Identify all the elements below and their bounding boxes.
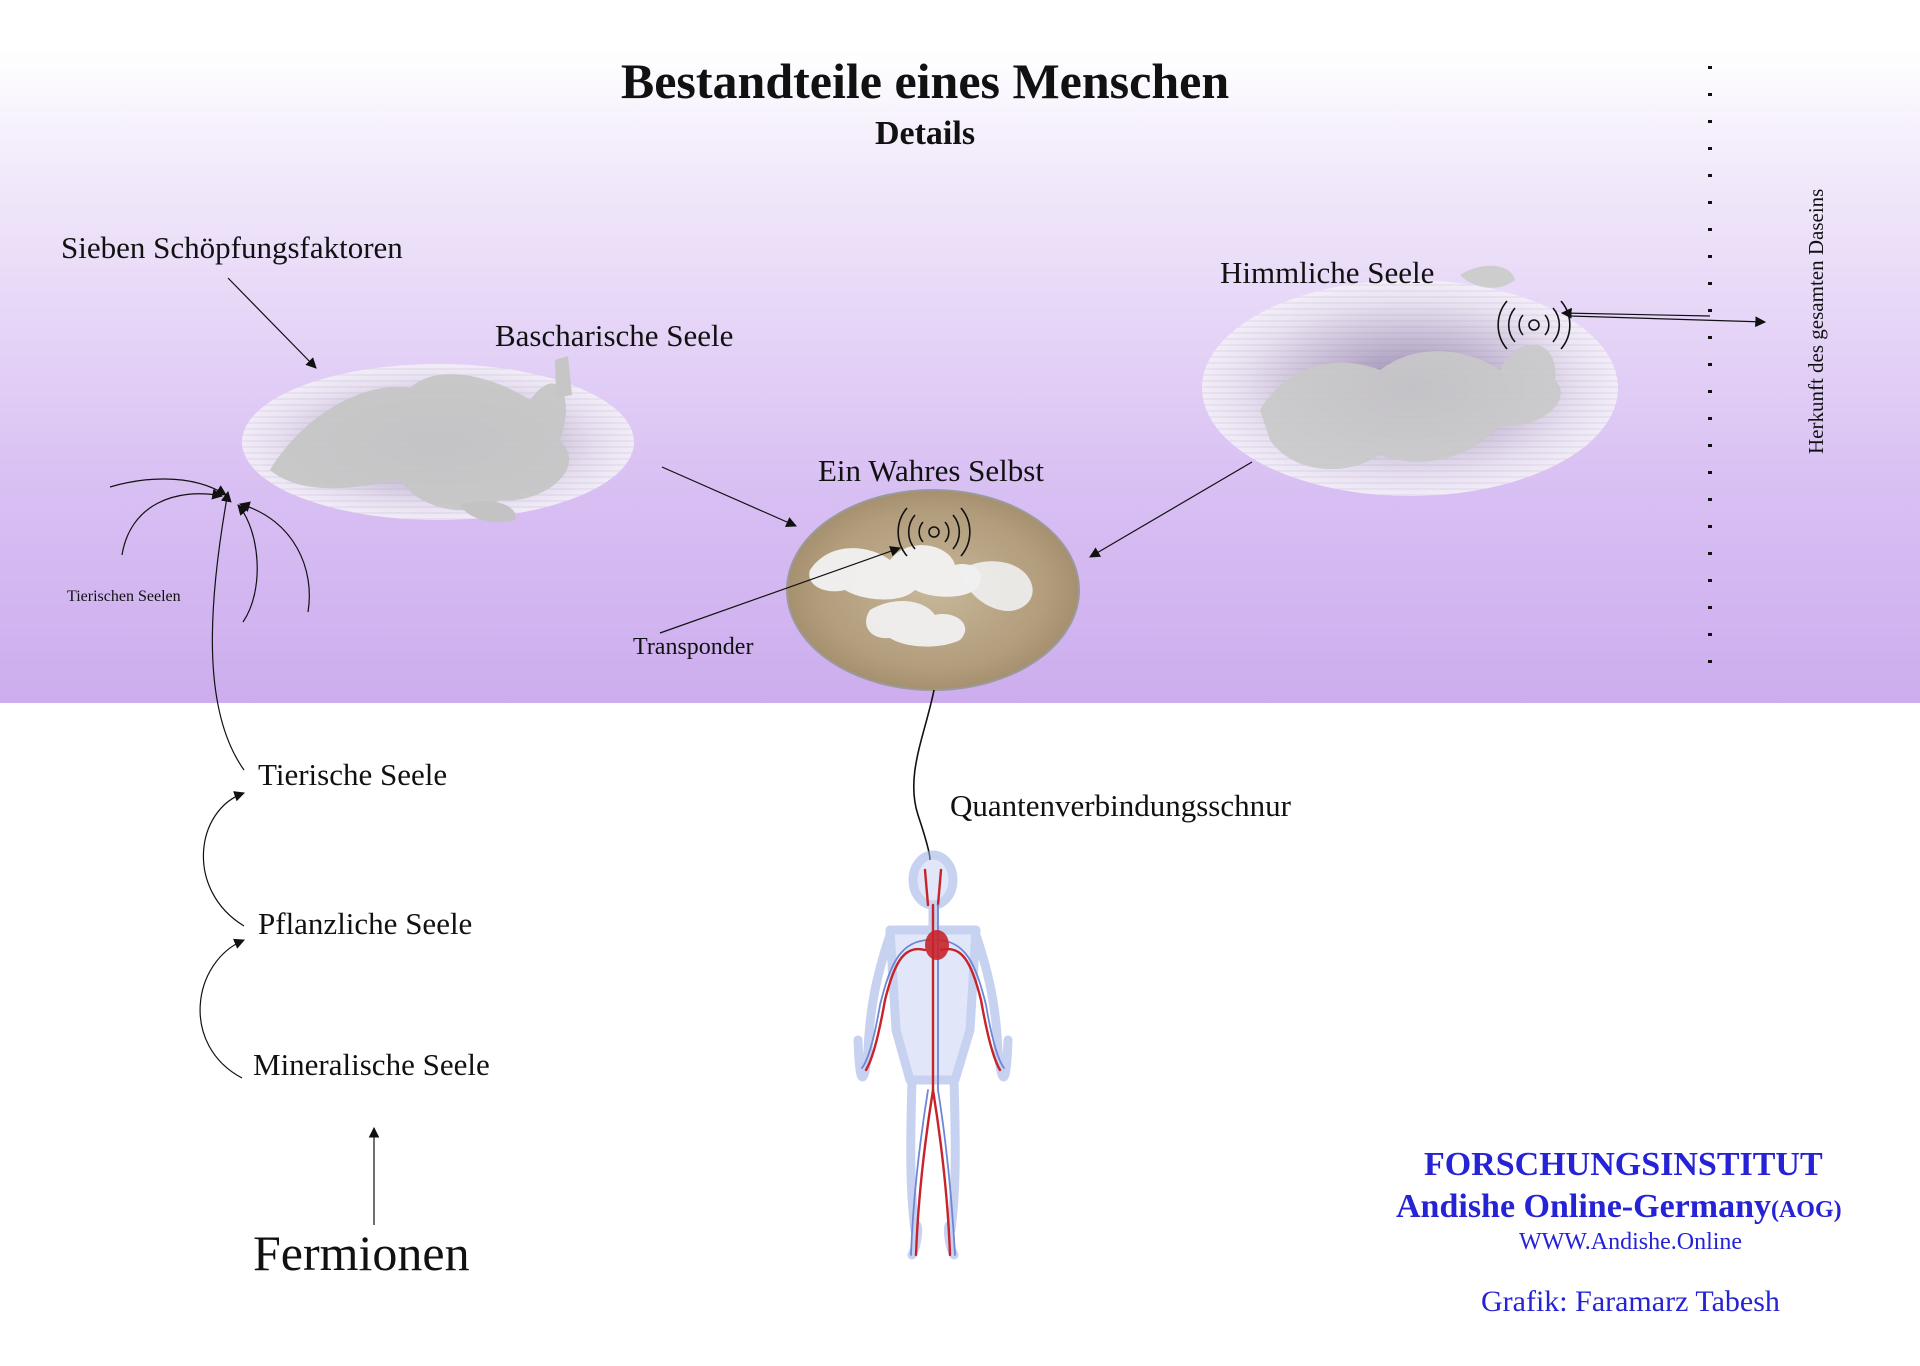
arc-tierische-to-top <box>212 492 244 770</box>
himmliche-soul-shape <box>1202 266 1618 496</box>
page-subtitle: Details <box>874 115 976 152</box>
label-bascharische-seele: Bascharische Seele <box>495 318 734 353</box>
arrow-himmliche-to-self <box>1090 462 1252 557</box>
arc-mineralische-to-pflanzliche <box>200 940 244 1078</box>
arrow-bascharische-to-self <box>662 467 796 526</box>
arc-tierischen-4 <box>240 504 309 612</box>
quantum-cord <box>914 690 934 860</box>
arrow-herkunft-a <box>1570 316 1765 322</box>
label-mineralische-seele: Mineralische Seele <box>253 1047 490 1082</box>
arc-tierischen-2 <box>122 494 222 555</box>
label-tierischen-seelen: Tierischen Seelen <box>67 588 181 605</box>
footer-credit: Grafik: Faramarz Tabesh <box>1481 1285 1780 1318</box>
label-himmliche-seele: Himmliche Seele <box>1220 255 1435 290</box>
footer-website: WWW.Andishe.Online <box>1519 1229 1743 1255</box>
label-fermionen: Fermionen <box>253 1225 470 1281</box>
label-herkunft-des-gesamten-daseins: Herkunft des gesamten Daseins <box>1804 188 1828 454</box>
footer-name <box>1396 1188 1842 1226</box>
label-pflanzliche-seele: Pflanzliche Seele <box>258 906 473 941</box>
arrow-herkunft-b <box>1562 313 1710 316</box>
page-title: Bestandteile eines Menschen <box>620 53 1230 109</box>
label-transponder: Transponder <box>633 634 754 660</box>
wahres-selbst-shape <box>787 490 1079 690</box>
arrow-sieben-to-bascharische <box>228 278 316 368</box>
footer-institut: FORSCHUNGSINSTITUT <box>1424 1146 1823 1183</box>
bascharische-soul-shape <box>242 356 634 522</box>
label-sieben-schoepfungsfaktoren: Sieben Schöpfungsfaktoren <box>61 230 403 265</box>
arc-tierischen-1 <box>110 479 226 495</box>
footer-name-main: Andishe Online-Germany <box>1396 1188 1771 1225</box>
arc-tierischen-3 <box>238 505 257 622</box>
label-ein-wahres-selbst: Ein Wahres Selbst <box>818 453 1044 488</box>
label-tierische-seele: Tierische Seele <box>258 757 448 792</box>
label-quantenverbindungsschnur: Quantenverbindungsschnur <box>950 788 1291 823</box>
arc-pflanzliche-to-tierische <box>203 793 244 926</box>
human-anatomy-figure <box>858 855 1008 1255</box>
footer-name-suffix: (AOG) <box>1770 1197 1842 1223</box>
